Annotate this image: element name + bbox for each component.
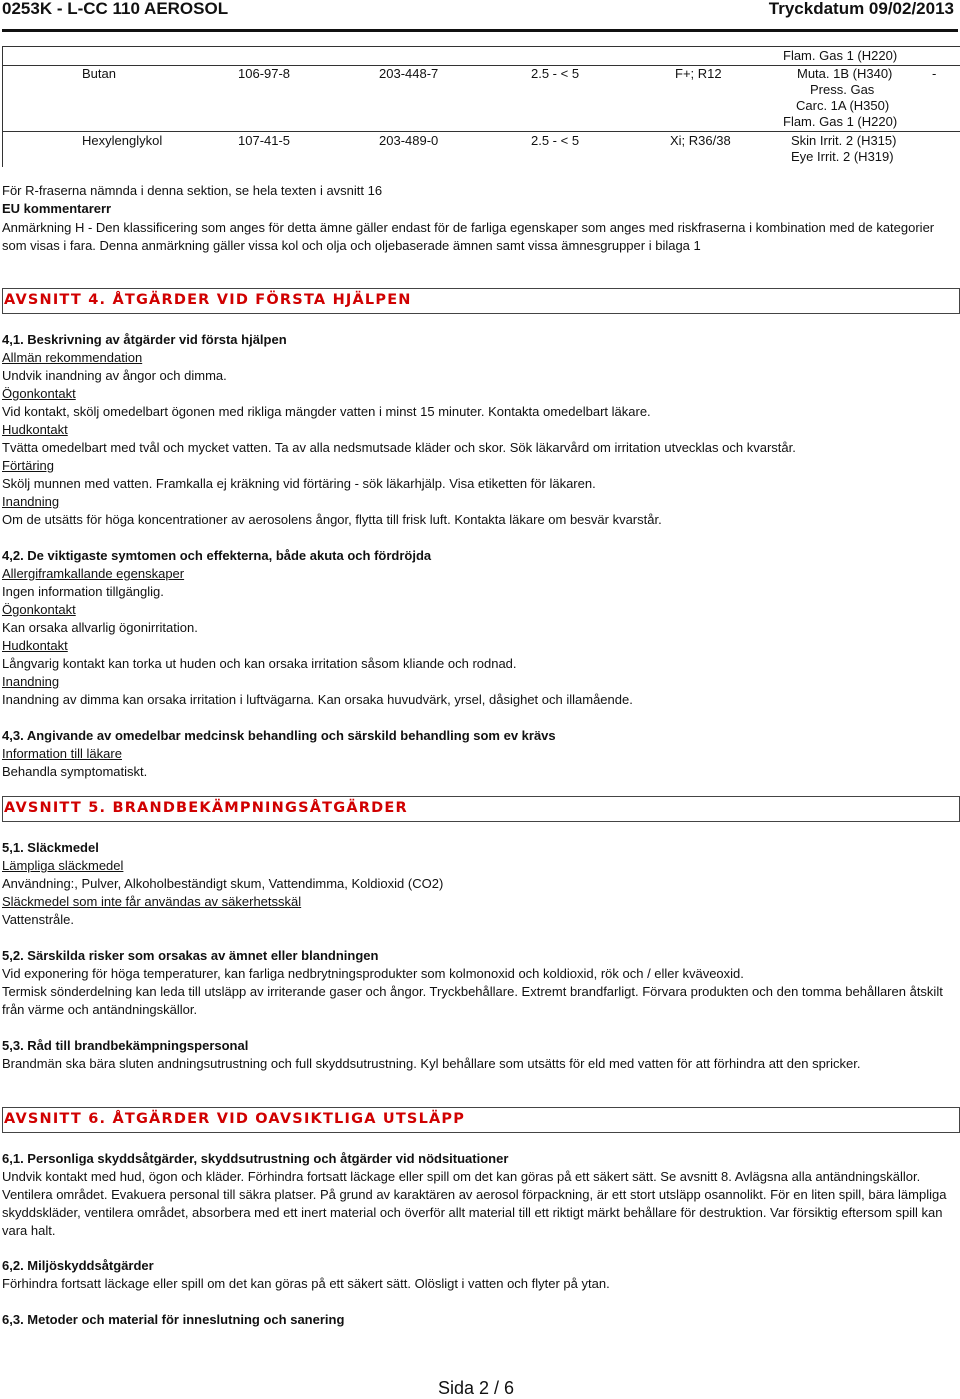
item-label: Lämpliga släckmedel <box>2 858 124 873</box>
subsection-heading: 4,1. Beskrivning av åtgärder vid första hjälpen <box>2 332 287 347</box>
item-text: Förhindra fortsatt läckage eller spill om det kan göras på ett säkert sätt. Olösligt i vatten och flyter på ytan. <box>2 1276 610 1291</box>
table-cell-hazard: Eye Irrit. 2 (H319) <box>791 149 894 164</box>
table-cell-hazard: Flam. Gas 1 (H220) <box>783 114 898 129</box>
subsection-heading: 4,2. De viktigaste symtomen och effekterna, både akuta och fördröjda <box>2 548 432 563</box>
item-label: Allergiframkallande egenskaper <box>2 566 185 581</box>
item-text: Kan orsaka allvarlig ögonirritation. <box>2 620 198 635</box>
item-label: Information till läkare <box>2 746 122 761</box>
item-text: Undvik inandning av ångor och dimma. <box>2 368 227 383</box>
item-text: Brandmän ska bära sluten andningsutrustning och full skyddsutrustning. Kyl behållare som utsätts för eld med vatten för att förhindra att den spricker. <box>2 1056 861 1071</box>
item-text: Tvätta omedelbart med tvål och mycket vatten. Ta av alla nedsmutsade kläder och skor. Sök läkarvård om irritation utvecklas och kvarstår. <box>2 440 796 455</box>
print-date: Tryckdatum 09/02/2013 <box>768 0 954 18</box>
subsection-heading: 4,3. Angivande av omedelbar medcinsk behandling och särskild behandling som ev krävs <box>2 728 556 743</box>
eu-comments-text: Anmärkning H - Den klassificering som anges för detta ämne gäller endast för de farliga egenskaper som anges med riskfraserna i kombination med de kategorier som visas i fara. Denna anmärkning gäller vissa kol och olja och oljebaserade ämnen samt vissa ämnesgrupper i bilaga 1 <box>2 220 935 253</box>
item-text: Långvarig kontakt kan torka ut huden och kan orsaka irritation såsom kliande och rodnad. <box>2 656 517 671</box>
subsection-heading: 5,1. Släckmedel <box>2 840 99 855</box>
item-label: Hudkontakt <box>2 638 68 653</box>
item-text: Behandla symptomatiskt. <box>2 764 148 779</box>
table-cell-cas: 107-41-5 <box>238 133 291 148</box>
table-cell-hazard: Press. Gas <box>810 82 875 97</box>
item-label: Inandning <box>2 494 60 509</box>
item-text: Om de utsätts för höga koncentrationer av aerosolens ångor, flytta till frisk luft. Kontakta läkare om besvär kvarstår. <box>2 512 662 527</box>
section-title: AVSNITT 4. ÅTGÄRDER VID FÖRSTA HJÄLPEN <box>4 292 412 308</box>
item-label: Förtäring <box>2 458 55 473</box>
table-cell-name: Hexylenglykol <box>82 133 163 148</box>
item-label: Ögonkontakt <box>2 602 76 617</box>
composition-table <box>2 46 960 167</box>
item-text: Undvik kontakt med hud, ögon och kläder. Förhindra fortsatt läckage eller spill om det kan göras på ett säkert sätt. Se avsnitt 8. Avlägsna alla antändningskällor. Ventilera området. Evakuera personal till säkra platser. På grund av karaktären av aerosol förpackning, är ett stort utsläpp osannolikt. För en liten spill, bära lämpliga skyddskläder, ventilera området, absorbera med ett inert material och överför allt material till ett riktigt märkt behållare för destruktion. Var försiktig eftersom spill kan vara halt. <box>2 1169 947 1238</box>
item-text: Användning:, Pulver, Alkoholbeständigt skum, Vattendimma, Koldioxid (CO2) <box>2 876 444 891</box>
table-cell-concentration: 2.5 - < 5 <box>531 66 580 81</box>
item-text: Inandning av dimma kan orsaka irritation i luftvägarna. Kan orsaka huvudvärk, yrsel, dåsighet och illamående. <box>2 692 633 707</box>
table-cell-hazard: Skin Irrit. 2 (H315) <box>791 133 897 148</box>
table-row-divider <box>3 131 960 132</box>
item-text: Termisk sönderdelning kan leda till utsläpp av irriterande gaser och ångor. Tryckbehållare. Extremt brandfarligt. Förvara produkten och den tomma behållaren åtskilt från värme och antändningskällor. <box>2 984 943 1017</box>
table-cell-hazard: Muta. 1B (H340) <box>797 66 893 81</box>
page-header <box>0 0 960 24</box>
item-label: Släckmedel som inte får användas av säkerhetsskäl <box>2 894 302 909</box>
r-phrases-note: För R-fraserna nämnda i denna sektion, se hela texten i avsnitt 16 <box>2 183 383 198</box>
table-cell-extra: - <box>932 66 937 81</box>
table-cell-hazard: Flam. Gas 1 (H220) <box>783 48 898 63</box>
subsection-heading: 5,2. Särskilda risker som orsakas av ämnet eller blandningen <box>2 948 379 963</box>
eu-comments-heading: EU kommentarerr <box>2 201 112 216</box>
section-4-header <box>2 288 960 314</box>
table-cell-ec: 203-489-0 <box>379 133 439 148</box>
subsection-heading: 6,1. Personliga skyddsåtgärder, skyddsutrustning och åtgärder vid nödsituationer <box>2 1151 509 1166</box>
item-text: Vid exponering för höga temperaturer, kan farliga nedbrytningsprodukter som kolmonoxid och koldioxid, rök och / eller kväveoxid. <box>2 966 744 981</box>
table-cell-classification: F+; R12 <box>675 66 722 81</box>
table-cell-hazard: Carc. 1A (H350) <box>796 98 890 113</box>
item-text: Vid kontakt, skölj omedelbart ögonen med rikliga mängder vatten i minst 15 minuter. Kontakta omedelbart läkare. <box>2 404 651 419</box>
item-label: Ögonkontakt <box>2 386 76 401</box>
section-5-header <box>2 796 960 822</box>
item-label: Inandning <box>2 674 60 689</box>
subsection-heading: 5,3. Råd till brandbekämpningspersonal <box>2 1038 249 1053</box>
table-cell-name: Butan <box>82 66 116 81</box>
section-title: AVSNITT 6. ÅTGÄRDER VID OAVSIKTLIGA UTSLÄPP <box>4 1111 466 1127</box>
section-title: AVSNITT 5. BRANDBEKÄMPNINGSÅTGÄRDER <box>4 800 408 816</box>
header-divider <box>2 29 958 32</box>
table-cell-ec: 203-448-7 <box>379 66 439 81</box>
item-label: Allmän rekommendation <box>2 350 143 365</box>
table-cell-cas: 106-97-8 <box>238 66 291 81</box>
page-number: Sida 2 / 6 <box>437 1378 515 1398</box>
section-6-header <box>2 1107 960 1133</box>
table-cell-classification: Xi; R36/38 <box>670 133 731 148</box>
subsection-heading: 6,3. Metoder och material för inneslutning och sanering <box>2 1312 345 1327</box>
table-cell-concentration: 2.5 - < 5 <box>531 133 580 148</box>
item-label: Hudkontakt <box>2 422 68 437</box>
item-text: Skölj munnen med vatten. Framkalla ej kräkning vid förtäring - sök läkarhjälp. Visa etiketten för läkaren. <box>2 476 596 491</box>
subsection-heading: 6,2. Miljöskyddsåtgärder <box>2 1258 154 1273</box>
document-title: 0253K - L-CC 110 AEROSOL <box>2 0 229 18</box>
item-text: Ingen information tillgänglig. <box>2 584 164 599</box>
item-text: Vattenstråle. <box>2 912 75 927</box>
